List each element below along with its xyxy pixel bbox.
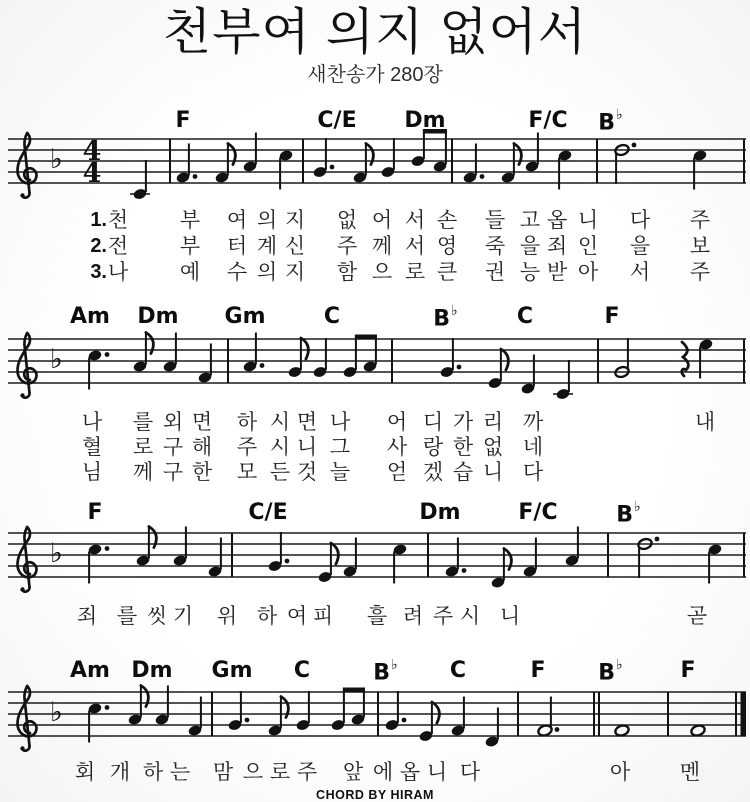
lyric-syllable: 다	[629, 209, 651, 232]
treble-clef-icon	[18, 686, 37, 751]
flat-accidental: ♭	[616, 107, 623, 123]
lyric-syllable: 아	[577, 261, 599, 284]
lyric-syllable: 곧	[686, 605, 708, 628]
lyric-syllable: 아	[609, 761, 631, 784]
lyric-syllable: 주	[336, 235, 358, 258]
chord-label: Gm	[224, 304, 266, 329]
lyric-syllable: 큰	[436, 261, 458, 284]
chord-label: Dm	[419, 500, 461, 525]
flat-accidental: ♭	[391, 657, 398, 673]
lyric-syllable: 권	[484, 261, 506, 284]
flat-accidental: ♭	[451, 303, 458, 319]
lyric-syllable: 다	[522, 461, 544, 484]
lyric-syllable: 님	[81, 461, 103, 484]
lyric-syllable: 들	[484, 209, 506, 232]
lyric-syllable: 위	[216, 605, 238, 628]
lyric-syllable: 를	[132, 411, 154, 434]
augmentation-dot	[402, 718, 407, 723]
quarter-note	[312, 338, 327, 378]
lyric-syllable: 받	[546, 261, 568, 284]
lyric-syllable: 니	[499, 605, 521, 628]
augmentation-dot	[457, 365, 462, 370]
lyric-syllable: 죽	[484, 235, 506, 258]
lyric-syllable: 것	[296, 461, 318, 484]
lyric-syllable: 서	[404, 235, 426, 258]
chord-label: F	[680, 658, 696, 683]
staff-system-2	[0, 284, 750, 424]
page-title: 천부여 의지 없어서	[162, 4, 588, 60]
chord-label: C/E	[248, 500, 288, 525]
augmentation-dot	[285, 559, 290, 564]
lyric-syllable: 혈	[81, 436, 103, 459]
treble-clef-icon	[18, 527, 37, 592]
lyric-syllable: 시	[459, 605, 481, 628]
lyric-syllable: 한	[191, 461, 213, 484]
quarter-note	[380, 138, 395, 178]
lyric-syllable: 서	[404, 209, 426, 232]
lyric-syllable: 능	[519, 261, 541, 284]
chord-label: F/C	[518, 500, 558, 525]
chord-label: F/C	[528, 108, 568, 133]
chord-label: Dm	[404, 108, 446, 133]
verse-number: 1.	[90, 209, 107, 231]
lyric-syllable: 늘	[329, 461, 351, 484]
augmentation-dot	[105, 352, 110, 357]
lyric-syllable: 신	[284, 235, 306, 258]
chord-label: Am	[70, 304, 110, 329]
lyric-syllable: 죄	[546, 235, 568, 258]
lyric-syllable: 계	[256, 235, 278, 258]
lyric-syllable: 내	[694, 411, 716, 434]
lyric-syllable: 주	[236, 436, 258, 459]
lyric-syllable: 네	[522, 436, 544, 459]
lyric-syllable: 지	[284, 209, 306, 232]
lyric-syllable: 다	[459, 761, 481, 784]
lyric-syllable: 주	[689, 209, 711, 232]
lyric-syllable: 까	[522, 411, 544, 434]
lyric-syllable: 의	[256, 261, 278, 284]
lyric-syllable: 니	[482, 461, 504, 484]
lyric-syllable: 죄	[76, 605, 98, 628]
chord-label: Dm	[137, 304, 179, 329]
chord-label: Dm	[131, 658, 173, 683]
lyric-syllable: 터	[226, 235, 248, 258]
lyric-syllable: 구	[162, 436, 184, 459]
lyric-syllable: 멘	[679, 761, 701, 784]
lyric-syllable: 로	[404, 261, 426, 284]
lyric-syllable: 피	[312, 605, 334, 628]
lyric-syllable: 어	[371, 209, 393, 232]
half-note	[637, 537, 659, 578]
augmentation-dot	[105, 546, 110, 551]
lyric-syllable: 고	[519, 209, 541, 232]
augmentation-dot	[480, 174, 485, 179]
lyric-syllable: 해	[191, 436, 213, 459]
lyric-syllable: 니	[577, 209, 599, 232]
chord-label: B♭	[598, 107, 623, 136]
lyric-syllable: 앞	[342, 761, 364, 784]
lyric-syllable: 어	[386, 411, 408, 434]
lyric-syllable: 보	[689, 235, 711, 258]
flat-sign-icon: ♭	[50, 538, 63, 569]
lyric-syllable: 예	[179, 261, 201, 284]
augmentation-dot	[655, 537, 660, 542]
lyric-syllable: 인	[577, 235, 599, 258]
lyric-syllable: 기	[172, 605, 194, 628]
lyric-syllable: 을	[519, 235, 541, 258]
lyric-syllable: 니	[296, 436, 318, 459]
chord-label: C	[516, 304, 534, 329]
half-note	[614, 724, 630, 737]
flat-accidental: ♭	[616, 657, 623, 673]
lyric-syllable: 주	[689, 261, 711, 284]
lyric-syllable: 로	[132, 436, 154, 459]
lyric-syllable: 손	[436, 209, 458, 232]
flat-accidental: ♭	[634, 499, 641, 515]
lyric-syllable: 면	[191, 411, 213, 434]
augmentation-dot	[105, 705, 110, 710]
lyric-syllable: 씻	[146, 605, 168, 628]
lyric-syllable: 나	[107, 261, 129, 284]
chord-label: F	[604, 304, 620, 329]
lyric-syllable: 나	[81, 411, 103, 434]
lyric-syllable: 얻	[386, 461, 408, 484]
chord-label: B♭	[616, 499, 641, 528]
lyric-syllable: 하	[142, 761, 164, 784]
lyric-syllable: 서	[629, 261, 651, 284]
lyric-syllable: 주	[296, 761, 318, 784]
flat-sign-icon: ♭	[50, 144, 63, 175]
flat-sign-icon: ♭	[50, 344, 63, 375]
quarter-rest-icon	[682, 342, 689, 376]
half-note	[690, 724, 706, 737]
treble-clef-icon	[18, 133, 37, 198]
lyric-syllable: 주	[432, 605, 454, 628]
lyric-syllable: 시	[269, 411, 291, 434]
augmentation-dot	[260, 363, 265, 368]
lyric-syllable: 니	[426, 761, 448, 784]
quarter-note	[130, 160, 150, 200]
lyric-syllable: 하	[256, 605, 278, 628]
lyric-syllable: 려	[402, 605, 424, 628]
lyric-syllable: 리	[482, 411, 504, 434]
lyric-syllable: 로	[269, 761, 291, 784]
verse-number: 2.	[90, 235, 107, 257]
augmentation-dot	[632, 143, 637, 148]
chord-label: C	[323, 304, 341, 329]
lyric-syllable: 께	[132, 461, 154, 484]
chord-label: C	[293, 658, 311, 683]
credit-line: CHORD BY HIRAM	[316, 788, 434, 802]
lyric-syllable: 가	[452, 411, 474, 434]
lyric-syllable: 시	[269, 436, 291, 459]
time-signature: 4	[82, 136, 102, 167]
lyric-syllable: 지	[284, 261, 306, 284]
staff-system-4	[0, 637, 750, 777]
lyric-syllable: 옵	[546, 209, 568, 232]
lyric-syllable: 여	[286, 605, 308, 628]
chord-label: F	[175, 108, 191, 133]
lyric-syllable: 랑	[422, 436, 444, 459]
chord-label: Am	[70, 658, 110, 683]
chord-label: B♭	[598, 657, 623, 686]
lyric-syllable: 구	[162, 461, 184, 484]
quarter-note	[295, 691, 310, 731]
lyric-syllable: 하	[236, 411, 258, 434]
lyric-syllable: 나	[329, 411, 351, 434]
lyric-syllable: 없	[336, 209, 358, 232]
chord-label: F	[87, 500, 103, 525]
lyric-syllable: 부	[179, 209, 201, 232]
augmentation-dot	[462, 568, 467, 573]
lyric-syllable: 디	[422, 411, 444, 434]
lyric-syllable: 께	[371, 235, 393, 258]
lyric-syllable: 겠	[422, 461, 444, 484]
lyric-syllable: 한	[452, 436, 474, 459]
lyric-syllable: 수	[226, 261, 248, 284]
augmentation-dot	[555, 727, 560, 732]
beamed-eighth-notes	[410, 129, 447, 173]
lyric-syllable: 을	[629, 235, 651, 258]
lyric-syllable: 전	[107, 235, 129, 258]
lyric-syllable: 없	[482, 436, 504, 459]
lyric-syllable: 영	[436, 235, 458, 258]
lyric-syllable: 회	[74, 761, 96, 784]
chord-label: F	[530, 658, 546, 683]
lyric-syllable: 는	[169, 761, 191, 784]
lyric-syllable: 옵	[399, 761, 421, 784]
chord-label: B♭	[433, 303, 458, 332]
lyric-syllable: 모	[236, 461, 258, 484]
half-note	[614, 143, 636, 184]
treble-clef-icon	[18, 333, 37, 398]
lyric-syllable: 든	[269, 461, 291, 484]
quarter-note	[553, 360, 573, 400]
lyric-syllable: 의	[256, 209, 278, 232]
lyric-syllable: 를	[116, 605, 138, 628]
augmentation-dot	[245, 718, 250, 723]
lyric-syllable: 맘	[212, 761, 234, 784]
lyric-syllable: 면	[296, 411, 318, 434]
lyric-syllable: 함	[336, 261, 358, 284]
chord-label: B♭	[373, 657, 398, 686]
chord-label: C	[449, 658, 467, 683]
lyric-syllable: 그	[329, 436, 351, 459]
augmentation-dot	[330, 165, 335, 170]
chord-label: C/E	[317, 108, 357, 133]
lyric-syllable: 사	[386, 436, 408, 459]
chord-label: Gm	[211, 658, 253, 683]
augmentation-dot	[193, 174, 198, 179]
lyric-syllable: 천	[107, 209, 129, 232]
lyric-syllable: 으	[242, 761, 264, 784]
lyric-syllable: 외	[162, 411, 184, 434]
staff-system-1	[0, 84, 750, 224]
flat-sign-icon: ♭	[50, 697, 63, 728]
page-subtitle: 새찬송가 280장	[307, 64, 443, 86]
lyric-syllable: 여	[226, 209, 248, 232]
lyric-syllable: 에	[372, 761, 394, 784]
verse-number: 3.	[90, 261, 107, 283]
lyric-syllable: 으	[371, 261, 393, 284]
lyric-syllable: 부	[179, 235, 201, 258]
lyric-syllable: 개	[109, 761, 131, 784]
lyric-syllable: 흘	[366, 605, 388, 628]
time-signature: 4	[82, 158, 102, 189]
lyric-syllable: 습	[452, 461, 474, 484]
